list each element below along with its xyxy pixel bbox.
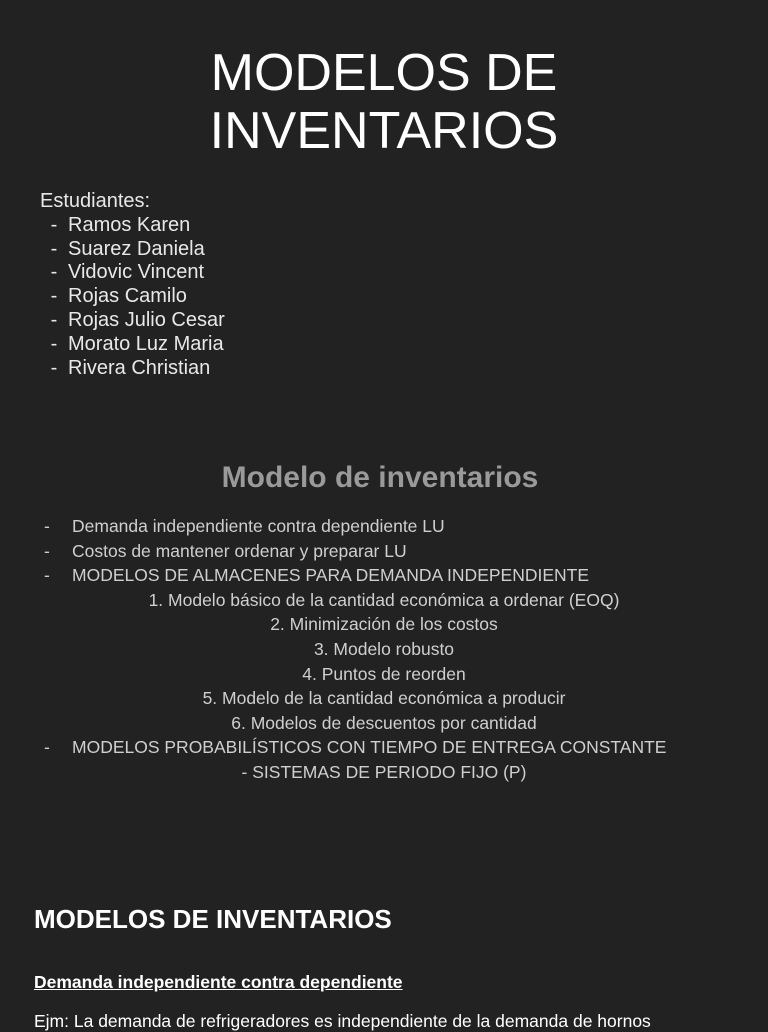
list-item: - Rivera Christian bbox=[50, 356, 211, 379]
list-item: - Rojas Julio Cesar bbox=[50, 308, 225, 331]
numbered-item: 5. Modelo de la cantidad económica a producir bbox=[202, 688, 566, 709]
numbered-item: 6. Modelos de descuentos por cantidad bbox=[231, 712, 537, 733]
slide3-title: MODELOS DE INVENTARIOS bbox=[34, 904, 392, 934]
list-item: - Costos de mantener ordenar y preparar LU bbox=[44, 540, 407, 561]
list-item: - Rojas Camilo bbox=[50, 285, 187, 308]
students-label: Estudiantes: bbox=[40, 190, 151, 212]
list-item: - Demanda independiente contra dependiente LU bbox=[44, 516, 445, 536]
students-block bbox=[40, 190, 225, 380]
numbered-item: 3. Modelo robusto bbox=[313, 638, 455, 659]
slide2-title: Modelo de inventarios bbox=[221, 461, 539, 494]
slide2-items bbox=[0, 514, 768, 785]
slide1-title-line2: INVENTARIOS bbox=[209, 102, 559, 160]
list-item: - Ramos Karen bbox=[50, 213, 191, 236]
students-list bbox=[40, 214, 225, 381]
numbered-item: 4. Puntos de reorden bbox=[302, 663, 466, 684]
slide3-subtitle: Demanda independiente contra dependiente bbox=[34, 972, 403, 992]
list-item: - MODELOS DE ALMACENES PARA DEMANDA INDEPENDIENTE bbox=[44, 565, 590, 586]
numbered-item: 2. Minimización de los costos bbox=[270, 614, 498, 635]
slide1-title-line1: MODELOS DE bbox=[210, 44, 558, 102]
slide1-title bbox=[0, 44, 768, 160]
numbered-item: 1. Modelo básico de la cantidad económica a ordenar (EOQ) bbox=[148, 589, 620, 610]
slide3-body: Ejm: La demanda de refrigeradores es independiente de la demanda de hornos bbox=[34, 1011, 651, 1031]
centered-item: - SISTEMAS DE PERIODO FIJO (P) bbox=[241, 761, 527, 782]
list-item: - Vidovic Vincent bbox=[50, 261, 205, 284]
list-item: - Morato Luz Maria bbox=[50, 332, 224, 355]
list-item: - MODELOS PROBABILÍSTICOS CON TIEMPO DE ENTREGA CONSTANTE bbox=[44, 737, 667, 758]
list-item: - Suarez Daniela bbox=[50, 237, 205, 260]
